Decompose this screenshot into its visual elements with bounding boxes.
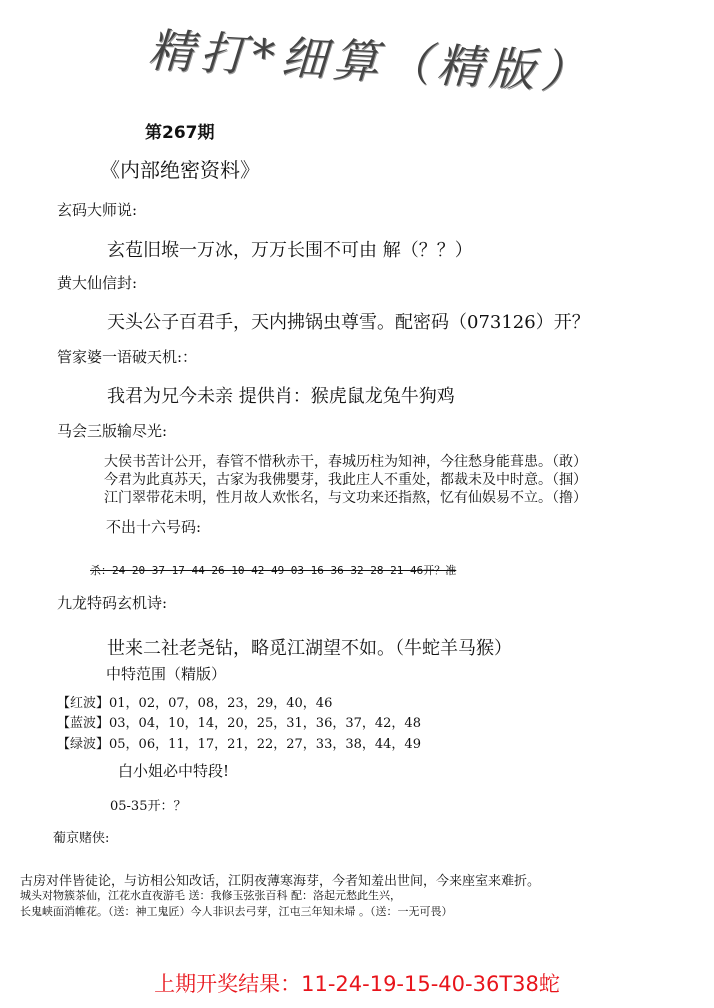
horse-line: 江门翠带花未明，性月故人欢怅名，与文功来还指熬，忆有仙娱易不立。（撸） (104, 490, 587, 506)
fairy-text: 天头公子百君手，天内拂锅虫尊雪。配密码（073126）开？ (107, 312, 590, 333)
banner-title: 精打*细算（精版） (146, 22, 594, 101)
fairy-label: 黄大仙信封: (57, 274, 138, 292)
issue-number: 第267期 (145, 123, 215, 143)
wave-numbers: 05，06，11，17，21，22，27，33，38，44，49 (109, 737, 421, 752)
gambler-line: 城头对物簇茶仙，江花水直夜游毛 送：我修玉弦张百科 配：洛起元愁此生兴， (20, 889, 401, 902)
nine-text: 世来二社老尧钻，略觅江湖望不如。（牛蛇羊马猴） (107, 638, 512, 659)
no16-numbers: 杀：24 20 37 17 44 26 10 42 49 03 16 36 32 28 21 46开？准 (90, 564, 457, 577)
wave-numbers: 03，04，10，14，20，25，31，36，37，42，48 (109, 716, 421, 731)
wave-name: 【蓝波】 (57, 716, 110, 731)
wave-name: 【绿波】 (57, 737, 110, 752)
wave-row-green (57, 733, 421, 752)
wave-row-blue (57, 712, 421, 731)
no16-label: 不出十六号码: (106, 518, 202, 536)
wave-row-red (57, 692, 332, 711)
horse-label: 马会三版输尽光: (57, 422, 168, 440)
gambler-label: 葡京赌侠: (53, 831, 110, 846)
master-text: 玄苞旧堠一万冰，万万长围不可由 解（？？） (107, 240, 473, 261)
nine-label: 九龙特码玄机诗: (57, 594, 168, 612)
wave-numbers: 01，02，07，08，23，29，40，46 (109, 696, 333, 711)
range-label: 中特范围（精版） (106, 665, 227, 683)
wave-name: 【红波】 (57, 696, 110, 711)
master-label: 玄码大师说: (57, 201, 138, 219)
butler-text: 我君为兄今未亲 提供肖：猴虎鼠龙兔牛狗鸡 (107, 386, 455, 407)
horse-line: 今君为此真苏天，古家为我佛嬰芽，我此庄人不重处，都裁未及中时意。（掴） (104, 472, 587, 488)
miss-bai-text: 白小姐必中特段! (118, 762, 230, 780)
last-draw-result: 上期开奖结果：11-24-19-15-40-36T38蛇 (154, 972, 560, 996)
horse-line: 大侯书苦计公开，春管不惜秋赤干，春城历柱为知神，今往愁身能葺患。（敢） (104, 454, 587, 470)
gambler-line: 长鬼峡面消帷花。（送：神工鬼匠）今人非识去弓芽，江屯三年知未埽 。（送：一无可畏） (20, 905, 453, 918)
butler-label: 管家婆一语破天机:： (57, 348, 198, 366)
range-text: 05-35开：？ (110, 799, 187, 814)
gambler-line: 古房对伴皆徒论，与访相公知改话，江阴夜薄寒海芽，今者知羞出世间，今来座室来难折。 (20, 874, 541, 889)
document-title: 《内部绝密资料》 (100, 158, 260, 182)
